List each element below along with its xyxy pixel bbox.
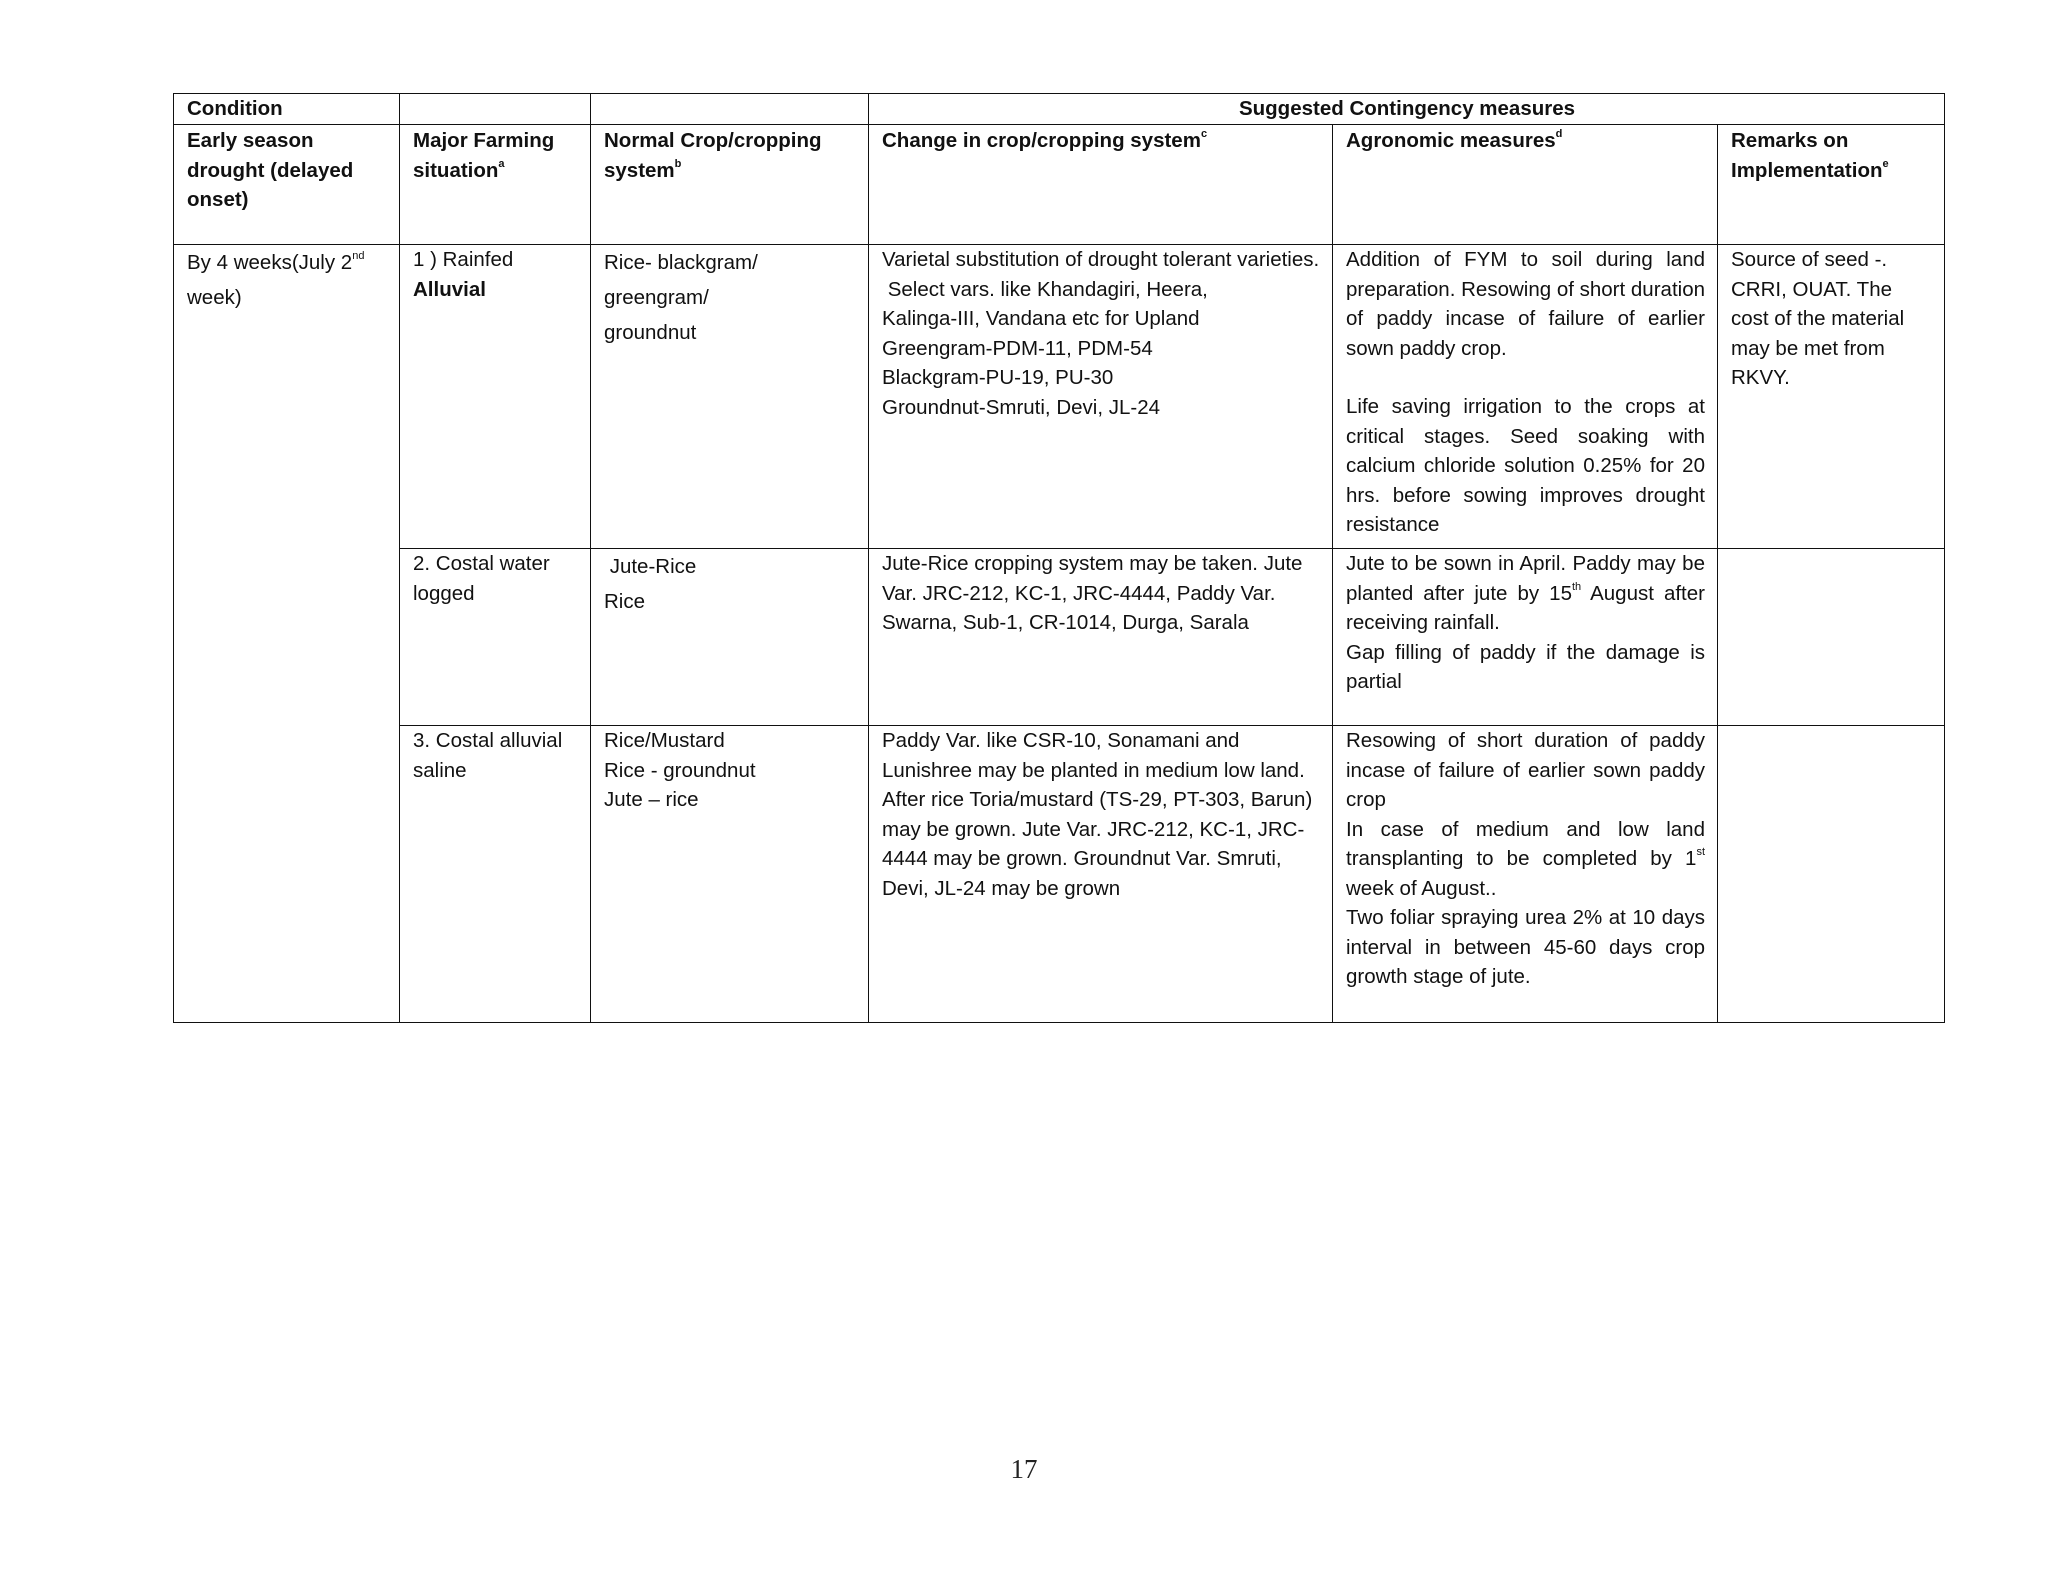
empty-header-cell bbox=[591, 94, 869, 125]
normal-crop-cell: Rice- blackgram/ greengram/ groundnut bbox=[591, 245, 869, 549]
change-crop-cell: Paddy Var. like CSR-10, Sonamani and Lunishree may be planted in medium low land. After rice Toria/mustard (TS-29, PT-303, Barun) may be grown. Jute Var. JRC-212, KC-1, JRC-4444 may be grown. Groundnut Var. Smruti, Devi, JL-24 may be grown bbox=[869, 726, 1333, 1023]
farming-situation-cell: 1 ) Rainfed Alluvial bbox=[400, 245, 591, 549]
change-crop-cell: Jute-Rice cropping system may be taken. Jute Var. JRC-212, KC-1, JRC-4444, Paddy Var. Swarna, Sub-1, CR-1014, Durga, Sarala bbox=[869, 549, 1333, 726]
remarks-cell bbox=[1718, 549, 1945, 726]
table-row bbox=[174, 245, 1945, 549]
agronomic-cell: Jute to be sown in April. Paddy may be planted after jute by 15th August after receiving rainfall. Gap filling of paddy if the damage is partial bbox=[1333, 549, 1718, 726]
suggested-measures-label: Suggested Contingency measures bbox=[869, 94, 1945, 125]
contingency-table bbox=[173, 93, 1945, 1023]
header-early-season: Early season drought (delayed onset) bbox=[174, 125, 400, 245]
table-row bbox=[174, 726, 1945, 1023]
table-row bbox=[174, 549, 1945, 726]
condition-header-row bbox=[174, 94, 1945, 125]
remarks-cell: Source of seed -. CRRI, OUAT. The cost of the material may be met from RKVY. bbox=[1718, 245, 1945, 549]
column-header-row bbox=[174, 125, 1945, 245]
header-normal-crop: Normal Crop/cropping system$^b$ bbox=[591, 125, 869, 245]
farming-situation-cell: 2. Costal water logged bbox=[400, 549, 591, 726]
page-number: 17 bbox=[1010, 1454, 1038, 1484]
header-farming-situation: Major Farming situation$^a$ bbox=[400, 125, 591, 245]
header-agronomic: Agronomic measures$^d$ bbox=[1333, 125, 1718, 245]
remarks-cell bbox=[1718, 726, 1945, 1023]
condition-cell: By 4 weeks(July 2nd week) bbox=[174, 245, 400, 1023]
agronomic-cell: Addition of FYM to soil during land preparation. Resowing of short duration of paddy incase of failure of earlier sown paddy crop. Life saving irrigation to the crops at critical stages. Seed soaking with calcium chloride solution 0.25% for 20 hrs. before sowing improves drought resistance bbox=[1333, 245, 1718, 549]
condition-label: Condition bbox=[174, 94, 400, 125]
normal-crop-cell: Rice/Mustard Rice - groundnut Jute – rice bbox=[591, 726, 869, 1023]
header-remarks: Remarks on Implementation$^e$ bbox=[1718, 125, 1945, 245]
farming-situation-cell: 3. Costal alluvial saline bbox=[400, 726, 591, 1023]
empty-header-cell bbox=[400, 94, 591, 125]
normal-crop-cell: Jute-Rice Rice bbox=[591, 549, 869, 726]
agronomic-cell: Resowing of short duration of paddy incase of failure of earlier sown paddy crop In case of medium and low land transplanting to be completed by 1st week of August.. Two foliar spraying urea 2% at 10 days interval in between 45-60 days crop growth stage of jute. bbox=[1333, 726, 1718, 1023]
header-change-crop: Change in crop/cropping system$^c$ bbox=[869, 125, 1333, 245]
change-crop-cell: Varietal substitution of drought tolerant varieties. Select vars. like Khandagiri, Heera, Kalinga-III, Vandana etc for Upland Greengram-PDM-11, PDM-54 Blackgram-PU-19, PU-30 Groundnut-Smruti, Devi, JL-24 bbox=[869, 245, 1333, 549]
